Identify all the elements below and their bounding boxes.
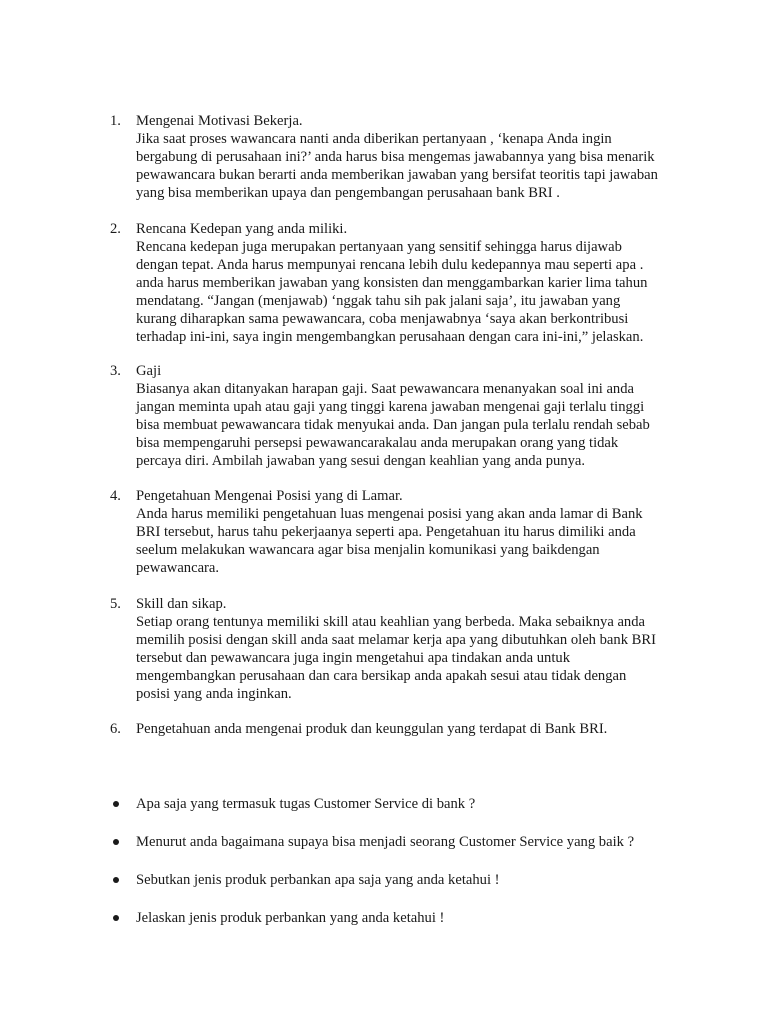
item-text-line: bisa membuat pewawancara tidak menyukai anda. Dan jangan pula terlalu rendah sebab <box>136 417 650 433</box>
item-text-line: Setiap orang tentunya memiliki skill atau keahlian yang berbeda. Maka sebaiknya anda <box>136 614 645 630</box>
item-number: 4. <box>110 488 121 504</box>
numbered-item-6 <box>110 720 670 738</box>
item-heading: Skill dan sikap. <box>136 596 227 612</box>
item-text-line: mendatang. “Jangan (menjawab) ‘nggak tahu sih pak jalani saja’, itu jawaban yang <box>136 293 621 309</box>
item-content <box>136 487 670 577</box>
numbered-item-4 <box>110 487 670 577</box>
item-text-line: Jika saat proses wawancara nanti anda diberikan pertanyaan , ‘kenapa Anda ingin <box>136 131 612 147</box>
bullet-dot-icon <box>113 839 119 845</box>
item-text-line: posisi yang anda inginkan. <box>136 686 292 702</box>
item-content <box>136 720 670 738</box>
numbered-item-1 <box>110 112 670 202</box>
item-text-line: tersebut dan pewawancara juga ingin mengetahui apa tindakan anda untuk <box>136 650 571 666</box>
bullet-item-3 <box>110 871 670 889</box>
item-heading: Pengetahuan Mengenai Posisi yang di Lamar. <box>136 488 403 504</box>
numbered-item-2 <box>110 220 670 346</box>
item-number: 6. <box>110 721 121 737</box>
bullet-text: Sebutkan jenis produk perbankan apa saja yang anda ketahui ! <box>136 872 500 888</box>
bullet-item-1 <box>110 795 670 813</box>
item-text-line: Biasanya akan ditanyakan harapan gaji. Saat pewawancara menanyakan soal ini anda <box>136 381 634 397</box>
item-text-line: pewawancara. <box>136 560 220 576</box>
item-text-line: BRI tersebut, harus tahu pekerjaanya seperti apa. Pengetahuan itu harus dimiliki anda <box>136 524 636 540</box>
item-text-line: pewawancara bukan berarti anda memberikan jawaban yang bersifat teoritis tapi jawaban <box>136 167 658 183</box>
bullet-dot-icon <box>113 877 119 883</box>
item-content <box>136 595 670 703</box>
bullet-item-4 <box>110 909 670 927</box>
bullet-text: Jelaskan jenis produk perbankan yang anda ketahui ! <box>136 910 445 926</box>
item-heading: Mengenai Motivasi Bekerja. <box>136 113 303 129</box>
item-text-line: jangan meminta upah atau gaji yang tinggi karena jawaban mengenai gaji terlalu tinggi <box>136 399 645 415</box>
item-content <box>136 220 670 346</box>
item-text-line: terhadap ini-ini, saya ingin mengembangkan perusahaan dengan cara ini-ini,” jelaskan. <box>136 329 644 345</box>
item-text-line: kurang diharapkan sama pewawancara, coba menjawabnya ‘saya akan berkontribusi <box>136 311 629 327</box>
item-number: 3. <box>110 363 121 379</box>
item-text-line: percaya diri. Ambilah jawaban yang sesui dengan keahlian yang anda punya. <box>136 453 586 469</box>
item-text-line: bergabung di perusahaan ini?’ anda harus bisa mengemas jawabannya yang bisa menarik <box>136 149 655 165</box>
item-text-line: dengan tepat. Anda harus mempunyai rencana lebih dulu kedepannya mau seperti apa . <box>136 257 644 273</box>
item-text-line: yang bisa memberikan upaya dan pengembangan perusahaan bank BRI . <box>136 185 560 201</box>
item-text-line: bisa mempengaruhi persepsi pewawancarakalau anda merupakan orang yang tidak <box>136 435 619 451</box>
bullet-dot-icon <box>113 915 119 921</box>
item-text-line: mengembangkan perusahaan dan cara bersikap anda apakah sesui atau tidak dengan <box>136 668 627 684</box>
item-text-line: Anda harus memiliki pengetahuan luas mengenai posisi yang akan anda lamar di Bank <box>136 506 643 522</box>
item-heading: Pengetahuan anda mengenai produk dan keunggulan yang terdapat di Bank BRI. <box>136 721 608 737</box>
bullet-item-2 <box>110 833 670 851</box>
bullet-text: Menurut anda bagaimana supaya bisa menjadi seorang Customer Service yang baik ? <box>136 834 635 850</box>
numbered-item-3 <box>110 362 670 470</box>
item-heading: Gaji <box>136 363 162 379</box>
item-text-line: seelum melakukan wawancara agar bisa menjalin komunikasi yang baikdengan <box>136 542 600 558</box>
bullet-dot-icon <box>113 801 119 807</box>
item-number: 2. <box>110 221 121 237</box>
item-content <box>136 112 670 202</box>
item-number: 5. <box>110 596 121 612</box>
item-text-line: memilih posisi dengan skill anda saat melamar kerja apa yang dibutuhkan oleh bank BRI <box>136 632 656 648</box>
item-number: 1. <box>110 113 121 129</box>
item-content <box>136 362 670 470</box>
bullet-text: Apa saja yang termasuk tugas Customer Service di bank ? <box>136 796 476 812</box>
item-text-line: Rencana kedepan juga merupakan pertanyaan yang sensitif sehingga harus dijawab <box>136 239 622 255</box>
item-heading: Rencana Kedepan yang anda miliki. <box>136 221 348 237</box>
numbered-item-5 <box>110 595 670 703</box>
item-text-line: anda harus memberikan jawaban yang konsisten dan menggambarkan karier lima tahun <box>136 275 648 291</box>
